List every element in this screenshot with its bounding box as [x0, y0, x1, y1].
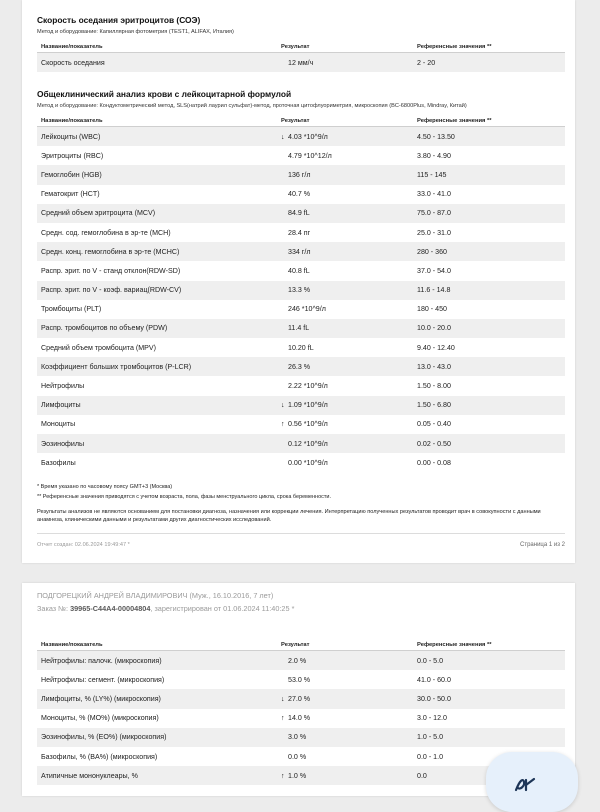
result-value: 13.3 %: [288, 286, 311, 295]
test-name: Базофилы: [41, 458, 76, 467]
reference-range: 0.0 - 5.0: [413, 651, 565, 671]
result-value: 1.09 *10^9/л: [288, 401, 328, 410]
test-result: [277, 300, 413, 319]
test-name: Базофилы, % (BA%) (микроскопия): [41, 752, 158, 761]
test-result: [277, 670, 413, 689]
report-created-timestamp: Отчет создан: 02.06.2024 19:49:47 *: [37, 542, 130, 548]
test-name: Атипичные мононуклеары, %: [37, 766, 277, 785]
result-value: 11.4 fL: [288, 324, 310, 333]
test-result: [277, 415, 413, 434]
test-result: [277, 261, 413, 280]
test-name: Распр. эрит. по V - коэф. вариац(RDW-CV): [37, 281, 277, 300]
table-row: [37, 53, 565, 73]
result-value: 0.0 %: [288, 752, 307, 761]
test-name: Средний объем тромбоцита (MPV): [41, 343, 156, 352]
result-value: 40.7 %: [288, 190, 311, 199]
result-value: 0.00 *10^9/л: [288, 458, 328, 467]
order-registered: , зарегистрирован от 01.06.2024 11:40:25 *: [150, 604, 295, 613]
reference-range: 1.50 - 6.80: [413, 396, 565, 415]
test-result: [277, 281, 413, 300]
result-flag-icon: ↓: [281, 402, 285, 410]
esr-table: [37, 41, 565, 72]
reference-range: 10.0 - 20.0: [413, 319, 565, 338]
reference-range: 1.0 - 5.0: [413, 728, 565, 747]
cbc-table: [37, 115, 565, 472]
table-row: [37, 453, 565, 472]
reference-range: 33.0 - 41.0: [417, 190, 451, 199]
reference-range: 9.40 - 12.40: [417, 343, 455, 352]
reference-range: 0.0: [413, 766, 565, 785]
result-value: 84.9 fL: [288, 209, 310, 218]
table-row: [37, 165, 565, 184]
order-label: Заказ №:: [37, 604, 69, 613]
result-value: 3.0 %: [288, 733, 307, 742]
order-info: [37, 604, 294, 613]
col-header-reference: Референсные значения **: [413, 115, 565, 127]
table-row: [37, 376, 565, 395]
test-name: Коэффициент больших тромбоцитов (P-LCR): [37, 357, 277, 376]
test-result: [277, 651, 413, 671]
col-header-reference: Референсные значения **: [413, 41, 565, 53]
test-result: [277, 728, 413, 747]
test-result: [277, 53, 413, 73]
result-value: 0.56 *10^9/л: [288, 420, 328, 429]
reference-range: 0.0 - 1.0: [417, 752, 444, 761]
test-name: Лимфоциты: [37, 396, 277, 415]
result-value: 136 г/л: [288, 170, 311, 179]
table-row: [37, 357, 565, 376]
test-name: Средн. конц. гемоглобина в эр-те (MCHC): [37, 242, 277, 261]
table-row: [37, 434, 565, 453]
result-value: 1.0 %: [288, 771, 307, 780]
test-name: Нейтрофилы: [41, 382, 85, 391]
cbc-method: Метод и оборудование: Кондуктометрический метод, SLS(натрий лаурил сульфат)-метод, проточная цитофлуориметрия, микроскопия (BC-6800Plus, Mindray, Китай): [37, 103, 467, 109]
table-row: [37, 242, 565, 261]
test-name: Гематокрит (HCT): [41, 190, 100, 199]
col-header-result: Результат: [277, 41, 413, 53]
test-result: [277, 204, 413, 223]
result-value: 10.20 fL: [288, 343, 314, 352]
test-result: [277, 165, 413, 184]
col-header-result: Результат: [277, 115, 413, 127]
reference-range: 3.80 - 4.90: [417, 151, 451, 160]
table-row: [37, 300, 565, 319]
test-result: [277, 127, 413, 147]
footer-divider: [37, 533, 565, 534]
reference-range: 75.0 - 87.0: [413, 204, 565, 223]
result-value: 4.03 *10^9/л: [288, 132, 328, 141]
result-value: 0.12 *10^9/л: [288, 439, 328, 448]
table-row: [37, 204, 565, 223]
col-header-name: Название/показатель: [37, 41, 277, 53]
reference-range: 1.50 - 8.00: [417, 382, 451, 391]
test-name: Моноциты: [41, 420, 76, 429]
table-row: [37, 709, 565, 728]
test-name: Лимфоциты, % (LY%) (микроскопия): [37, 689, 277, 708]
reference-range: 0.02 - 0.50: [413, 434, 565, 453]
test-result: [277, 319, 413, 338]
reference-range: 0.05 - 0.40: [417, 420, 451, 429]
result-value: 12 мм/ч: [288, 58, 314, 67]
col-header-name: Название/показатель: [37, 639, 277, 651]
disclaimer: Результаты анализов не являются основанием для постановки диагноза, назначения или коррекции лечения. Интерпретацию полученных результатов проводит врач в совокупности с данными анамнеза, клиническими данными и результатами других диагностических исследований.: [37, 509, 541, 523]
result-flag-icon: ↓: [281, 133, 285, 141]
test-result: [277, 223, 413, 242]
table-row: [37, 223, 565, 242]
test-result: [277, 709, 413, 728]
test-result: [277, 357, 413, 376]
table-row: [37, 185, 565, 204]
test-name: Нейтрофилы: палочк. (микроскопия): [37, 651, 277, 671]
result-value: 4.79 *10^12/л: [288, 151, 332, 160]
test-result: [277, 453, 413, 472]
table-row: [37, 415, 565, 434]
test-result: [277, 146, 413, 165]
reference-range: 41.0 - 60.0: [417, 675, 451, 684]
test-name: Гемоглобин (HGB): [37, 165, 277, 184]
table-row: [37, 281, 565, 300]
test-result: [277, 185, 413, 204]
report-page-1: [22, 0, 575, 563]
table-row: [37, 396, 565, 415]
reference-range: 3.0 - 12.0: [417, 714, 447, 723]
test-name: Тромбоциты (PLT): [41, 305, 102, 314]
test-name: Распр. тромбоцитов по объему (PDW): [37, 319, 277, 338]
test-name: Средний объем эритроцита (MCV): [37, 204, 277, 223]
table-row: [37, 127, 565, 147]
test-name: Эозинофилы: [37, 434, 277, 453]
test-result: [277, 242, 413, 261]
table-row: [37, 146, 565, 165]
result-value: 27.0 %: [288, 694, 311, 703]
test-result: [277, 376, 413, 395]
result-value: 2.22 *10^9/л: [288, 382, 328, 391]
test-result: [277, 689, 413, 708]
table-row: [37, 319, 565, 338]
test-name: Эозинофилы, % (EO%) (микроскопия): [37, 728, 277, 747]
reference-range: 280 - 360: [413, 242, 565, 261]
differential-table: [37, 639, 565, 785]
esr-section-title: Скорость оседания эритроцитов (СОЭ): [37, 15, 201, 25]
page-number: Страница 1 из 2: [520, 542, 565, 548]
reference-range: 11.6 - 14.8: [413, 281, 565, 300]
result-value: 28.4 пг: [288, 228, 311, 237]
result-value: 334 г/л: [288, 247, 311, 256]
test-name: Средн. сод. гемоглобина в эр-те (MCH): [41, 228, 171, 237]
table-row: [37, 261, 565, 280]
table-row: [37, 338, 565, 357]
result-value: 246 *10^9/л: [288, 305, 326, 314]
result-flag-icon: ↓: [281, 695, 285, 703]
reference-range: 115 - 145: [413, 165, 565, 184]
reference-range: 0.00 - 0.08: [417, 458, 451, 467]
result-value: 40.8 fL: [288, 266, 310, 275]
esr-method: Метод и оборудование: Капиллярная фотометрия (TEST1, ALIFAX, Италия): [37, 29, 234, 35]
result-flag-icon: ↑: [281, 715, 285, 723]
pen-icon: [514, 776, 538, 792]
test-name: Эритроциты (RBC): [41, 151, 104, 160]
result-value: 26.3 %: [288, 362, 311, 371]
result-value: 2.0 %: [288, 656, 307, 665]
test-name: Скорость оседания: [37, 53, 277, 73]
result-value: 53.0 %: [288, 675, 311, 684]
order-number: 39965-C44A4-00004804: [70, 604, 151, 613]
table-row: [37, 651, 565, 671]
reference-range: 30.0 - 50.0: [413, 689, 565, 708]
table-row: [37, 747, 565, 766]
reference-range: 13.0 - 43.0: [413, 357, 565, 376]
test-name: Нейтрофилы: сегмент. (микроскопия): [41, 675, 165, 684]
table-row: [37, 689, 565, 708]
reference-note: ** Референсные значения приводятся с учетом возраста, пола, фазы менструального цикла, срока беременности.: [37, 494, 332, 500]
reference-range: 25.0 - 31.0: [417, 228, 451, 237]
result-value: 14.0 %: [288, 714, 311, 723]
reference-range: 2 - 20: [413, 53, 565, 73]
patient-info: ПОДГОРЕЦКИЙ АНДРЕЙ ВЛАДИМИРОВИЧ (Муж., 16.10.2016, 7 лет): [37, 591, 274, 600]
test-name: Лейкоциты (WBC): [37, 127, 277, 147]
col-header-result: Результат: [277, 639, 413, 651]
chat-button[interactable]: [486, 752, 578, 812]
reference-range: 180 - 450: [417, 305, 447, 314]
col-header-name: Название/показатель: [37, 115, 277, 127]
timezone-note: * Время указано по часовому поясу GMT+3 (Москва): [37, 484, 173, 490]
reference-range: 37.0 - 54.0: [417, 266, 451, 275]
test-result: [277, 747, 413, 766]
result-flag-icon: ↑: [281, 772, 285, 780]
test-result: [277, 338, 413, 357]
test-result: [277, 434, 413, 453]
test-result: [277, 766, 413, 785]
test-name: Распр. эрит. по V - станд отклон(RDW-SD): [41, 266, 181, 275]
test-result: [277, 396, 413, 415]
result-flag-icon: ↑: [281, 421, 285, 429]
table-row: [37, 670, 565, 689]
test-name: Моноциты, % (MO%) (микроскопия): [41, 714, 159, 723]
col-header-reference: Референсные значения **: [413, 639, 565, 651]
cbc-section-title: Общеклинический анализ крови с лейкоцитарной формулой: [37, 89, 292, 99]
table-row: [37, 728, 565, 747]
reference-range: 4.50 - 13.50: [413, 127, 565, 147]
